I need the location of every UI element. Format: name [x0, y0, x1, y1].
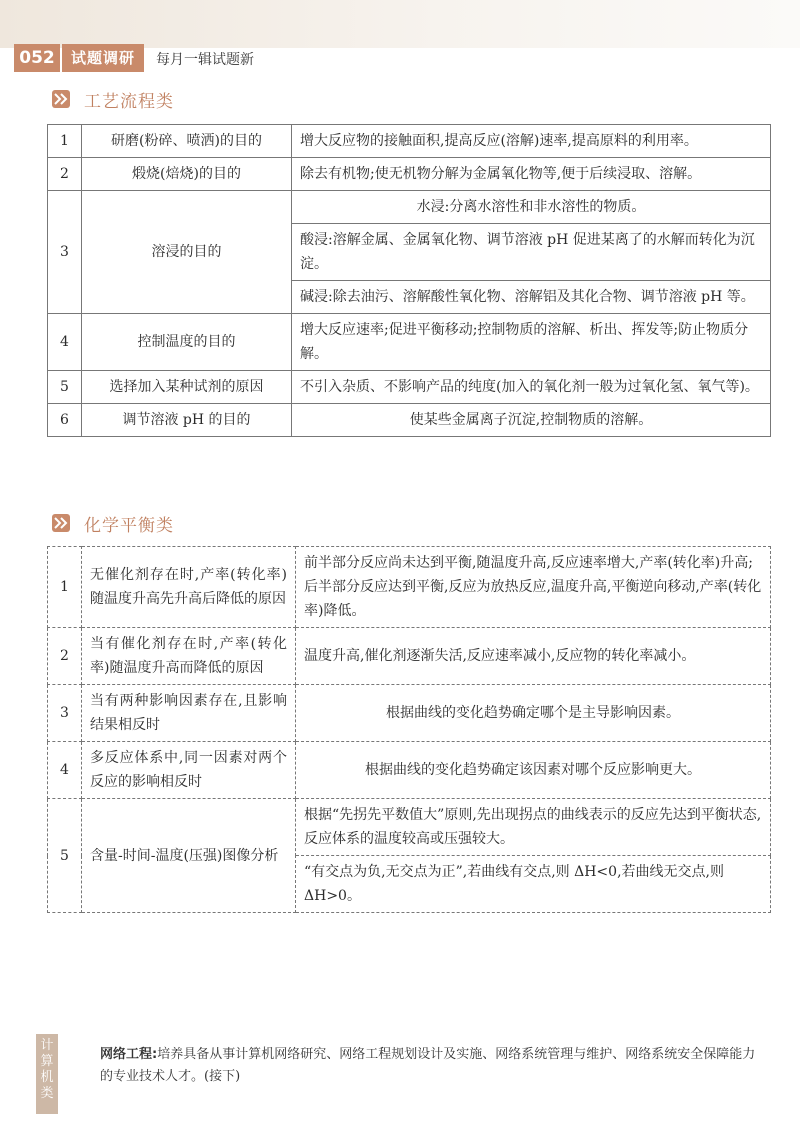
row-description: 根据曲线的变化趋势确定哪个是主导影响因素。	[296, 685, 771, 742]
table-row	[48, 628, 771, 685]
page-header	[0, 0, 800, 78]
table-row	[48, 191, 771, 224]
row-topic: 无催化剂存在时,产率(转化率)随温度升高先升高后降低的原因	[82, 547, 296, 628]
row-number: 2	[48, 628, 82, 685]
row-topic: 当有催化剂存在时,产率(转化率)随温度升高而降低的原因	[82, 628, 296, 685]
row-description: 温度升高,催化剂逐渐失活,反应速率减小,反应物的转化率减小。	[296, 628, 771, 685]
row-description-intersection: “有交点为负,无交点为正”,若曲线有交点,则 ΔH<0,若曲线无交点,则 ΔH>0。	[296, 856, 771, 913]
row-topic: 选择加入某种试剂的原因	[82, 371, 292, 404]
row-description-acid: 酸浸:溶解金属、金属氧化物、调节溶液 pH 促进某离了的水解而转化为沉淀。	[292, 224, 771, 281]
row-topic: 多反应体系中,同一因素对两个反应的影响相反时	[82, 742, 296, 799]
row-description: 根据曲线的变化趋势确定该因素对哪个反应影响更大。	[296, 742, 771, 799]
row-description: 增大反应速率;促进平衡移动;控制物质的溶解、析出、挥发等;防止物质分解。	[292, 314, 771, 371]
row-number: 3	[48, 191, 82, 314]
process-table	[47, 124, 771, 437]
row-description: 除去有机物;使无机物分解为金属氧化物等,便于后续浸取、溶解。	[292, 158, 771, 191]
row-topic: 含量-时间-温度(压强)图像分析	[82, 799, 296, 913]
footer-category-tab: 计算机类	[36, 1034, 58, 1114]
table-row	[48, 685, 771, 742]
row-description-alkali: 碱浸:除去油污、溶解酸性氧化物、溶解铝及其化合物、调节溶液 pH 等。	[292, 281, 771, 314]
row-number: 6	[48, 404, 82, 437]
row-topic: 溶浸的目的	[82, 191, 292, 314]
table-row	[48, 371, 771, 404]
table-row	[48, 158, 771, 191]
row-number: 1	[48, 547, 82, 628]
row-number: 3	[48, 685, 82, 742]
section-title: 化学平衡类	[84, 515, 174, 536]
footer-lead: 网络工程:	[100, 1047, 158, 1062]
row-description: 使某些金属离子沉淀,控制物质的溶解。	[292, 404, 771, 437]
row-description: 不引入杂质、不影响产品的纯度(加入的氧化剂一般为过氧化氢、氧气等)。	[292, 371, 771, 404]
row-topic: 研磨(粉碎、喷洒)的目的	[82, 125, 292, 158]
column-title: 试题调研	[62, 44, 144, 72]
double-chevron-icon	[52, 514, 70, 532]
row-number: 1	[48, 125, 82, 158]
section-heading-process	[52, 86, 174, 112]
row-number: 4	[48, 314, 82, 371]
double-chevron-icon	[52, 90, 70, 108]
row-number: 2	[48, 158, 82, 191]
table-row	[48, 547, 771, 628]
row-topic: 煅烧(焙烧)的目的	[82, 158, 292, 191]
table-row	[48, 799, 771, 856]
row-description: 增大反应物的接触面积,提高反应(溶解)速率,提高原料的利用率。	[292, 125, 771, 158]
table-row	[48, 404, 771, 437]
row-description-principle: 根据“先拐先平数值大”原则,先出现拐点的曲线表示的反应先达到平衡状态,反应体系的温度较高或压强较大。	[296, 799, 771, 856]
table-row	[48, 314, 771, 371]
row-topic: 当有两种影响因素存在,且影响结果相反时	[82, 685, 296, 742]
row-description-water: 水浸:分离水溶性和非水溶性的物质。	[292, 191, 771, 224]
header-subtitle: 每月一辑试题新	[156, 52, 254, 68]
row-number: 5	[48, 799, 82, 913]
footer-text	[100, 1044, 760, 1088]
row-topic: 控制温度的目的	[82, 314, 292, 371]
row-topic: 调节溶液 pH 的目的	[82, 404, 292, 437]
row-number: 4	[48, 742, 82, 799]
section-title: 工艺流程类	[84, 91, 174, 112]
page-number: 052	[14, 44, 60, 72]
equilibrium-table	[47, 546, 771, 913]
table-row	[48, 742, 771, 799]
section-heading-equilibrium	[52, 510, 174, 536]
footer-note	[36, 1034, 790, 1102]
header-band	[0, 0, 800, 48]
footer-body: 培养具备从事计算机网络研究、网络工程规划设计及实施、网络系统管理与维护、网络系统安全保障能力的专业技术人才。(接下)	[100, 1047, 756, 1084]
table-row	[48, 125, 771, 158]
row-description: 前半部分反应尚未达到平衡,随温度升高,反应速率增大,产率(转化率)升高;后半部分反应达到平衡,反应为放热反应,温度升高,平衡逆向移动,产率(转化率)降低。	[296, 547, 771, 628]
row-number: 5	[48, 371, 82, 404]
